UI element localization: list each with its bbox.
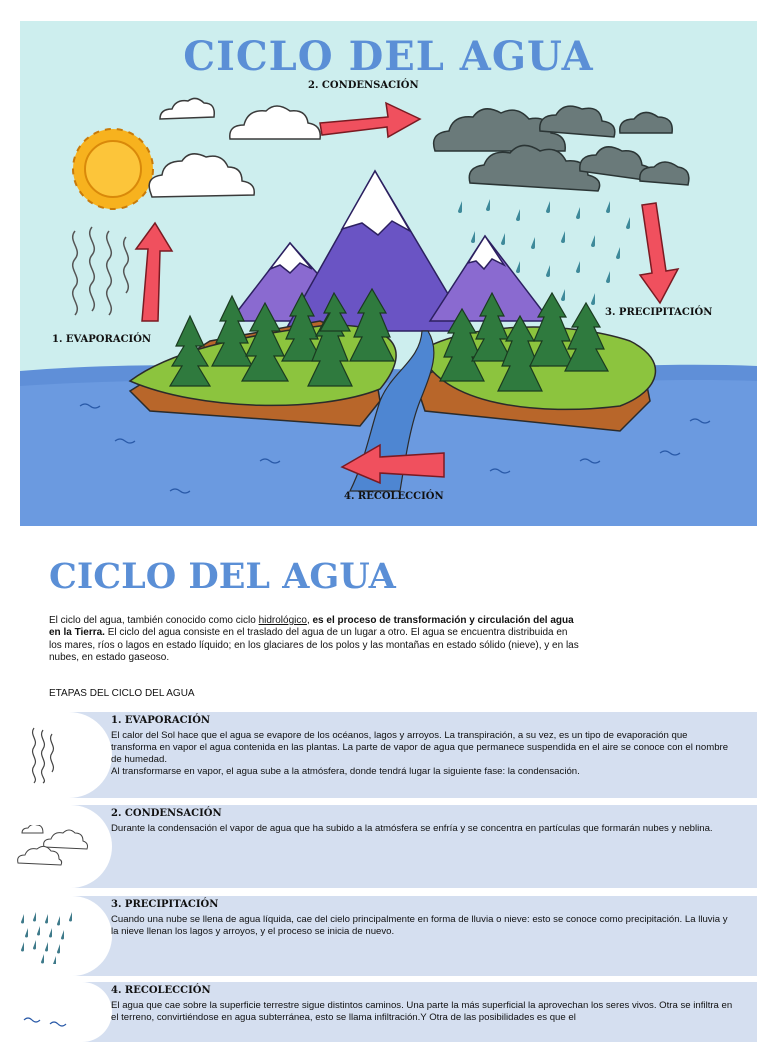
stage-title: 3. PRECIPITACIÓN: [111, 899, 219, 910]
water-cycle-illustration: [20, 21, 757, 526]
illustration-canvas: [20, 21, 757, 526]
intro-bold: es el proceso de transformación y circulación del agua en la Tierra.: [49, 615, 574, 639]
mountains: [230, 171, 550, 331]
rain-icon: [20, 910, 80, 964]
arrow-right-icon: [320, 103, 420, 137]
stage-text: Cuando una nube se llena de agua líquida, cae del cielo principalmente en forma de lluvia o nieve: esto se conoce como precipitación. La lluvia y la nieve llenan los lagos y arroyos, y el proceso se inicia de nuevo.: [111, 914, 728, 937]
stage-text: El agua que cae sobre la superficie terrestre sigue distintos caminos. Una parte la más superficial la aprovechan los seres vivos. Otra se infiltra en el terreno, convirtiéndose en agua subterránea, esto se llama infiltración.Y Otra de las posibilidades es que el: [111, 1000, 733, 1023]
vapor-icon: [28, 726, 58, 784]
stage-condensation: [20, 805, 757, 888]
white-clouds: [149, 98, 320, 197]
intro-text-1: El ciclo del agua, también conocido como ciclo: [49, 615, 259, 626]
rain-clouds: [434, 106, 689, 191]
arrow-down-icon: [640, 203, 678, 303]
waves-icon: [22, 1012, 82, 1032]
arrow-up-icon: [136, 223, 172, 321]
label-condensation: 2. CONDENSACIÓN: [308, 80, 419, 91]
stage-title: 2. CONDENSACIÓN: [111, 808, 222, 819]
stage-text-extra: Al transformarse en vapor, el agua sube a la atmósfera, donde tendrá lugar la siguiente fase: la condensación.: [111, 766, 580, 777]
stage-evaporation: [20, 712, 757, 798]
stage-text: [111, 730, 736, 778]
vapor-lines: [73, 227, 129, 315]
stage-collection: [20, 982, 757, 1042]
stage-title: 1. EVAPORACIÓN: [111, 715, 211, 726]
label-collection: 4. RECOLECCIÓN: [344, 491, 444, 502]
hero-title: CICLO DEL AGUA: [183, 33, 594, 80]
intro-text-2: ,: [306, 615, 313, 626]
label-evaporation: 1. EVAPORACIÓN: [52, 334, 152, 345]
stage-text: Durante la condensación el vapor de agua que ha subido a la atmósfera se enfría y se concentra en partículas que formarán nubes y neblina.: [111, 823, 713, 834]
sun-icon: [73, 129, 153, 209]
hidrologico-link[interactable]: hidrológico: [258, 615, 307, 626]
clouds-icon: [14, 825, 94, 867]
stage-text-main: El calor del Sol hace que el agua se evapore de los océanos, lagos y arroyos. La transpiración, a su vez, es un tipo de evaporación que transforma en vapor el agua contenida en las plantas. La parte de vapor de agua que permanece suspendida en el aire se conoce con el nombre de humedad.: [111, 730, 729, 765]
stage-precipitation: [20, 896, 757, 976]
intro-paragraph: [49, 615, 581, 664]
document-title: CICLO DEL AGUA: [49, 556, 396, 597]
stage-title: 4. RECOLECCIÓN: [111, 985, 211, 996]
intro-text-3: El ciclo del agua consiste en el traslado del agua de un lugar a otro. El agua se encuentra distribuida en los mares, ríos o lagos en estado líquido; en los glaciares de los polos y las montañas en estado sólido (nieve), y en las nubes, en estado gaseoso.: [49, 627, 579, 663]
label-precipitation: 3. PRECIPITACIÓN: [605, 307, 713, 318]
stages-heading: ETAPAS DEL CICLO DEL AGUA: [49, 688, 195, 699]
